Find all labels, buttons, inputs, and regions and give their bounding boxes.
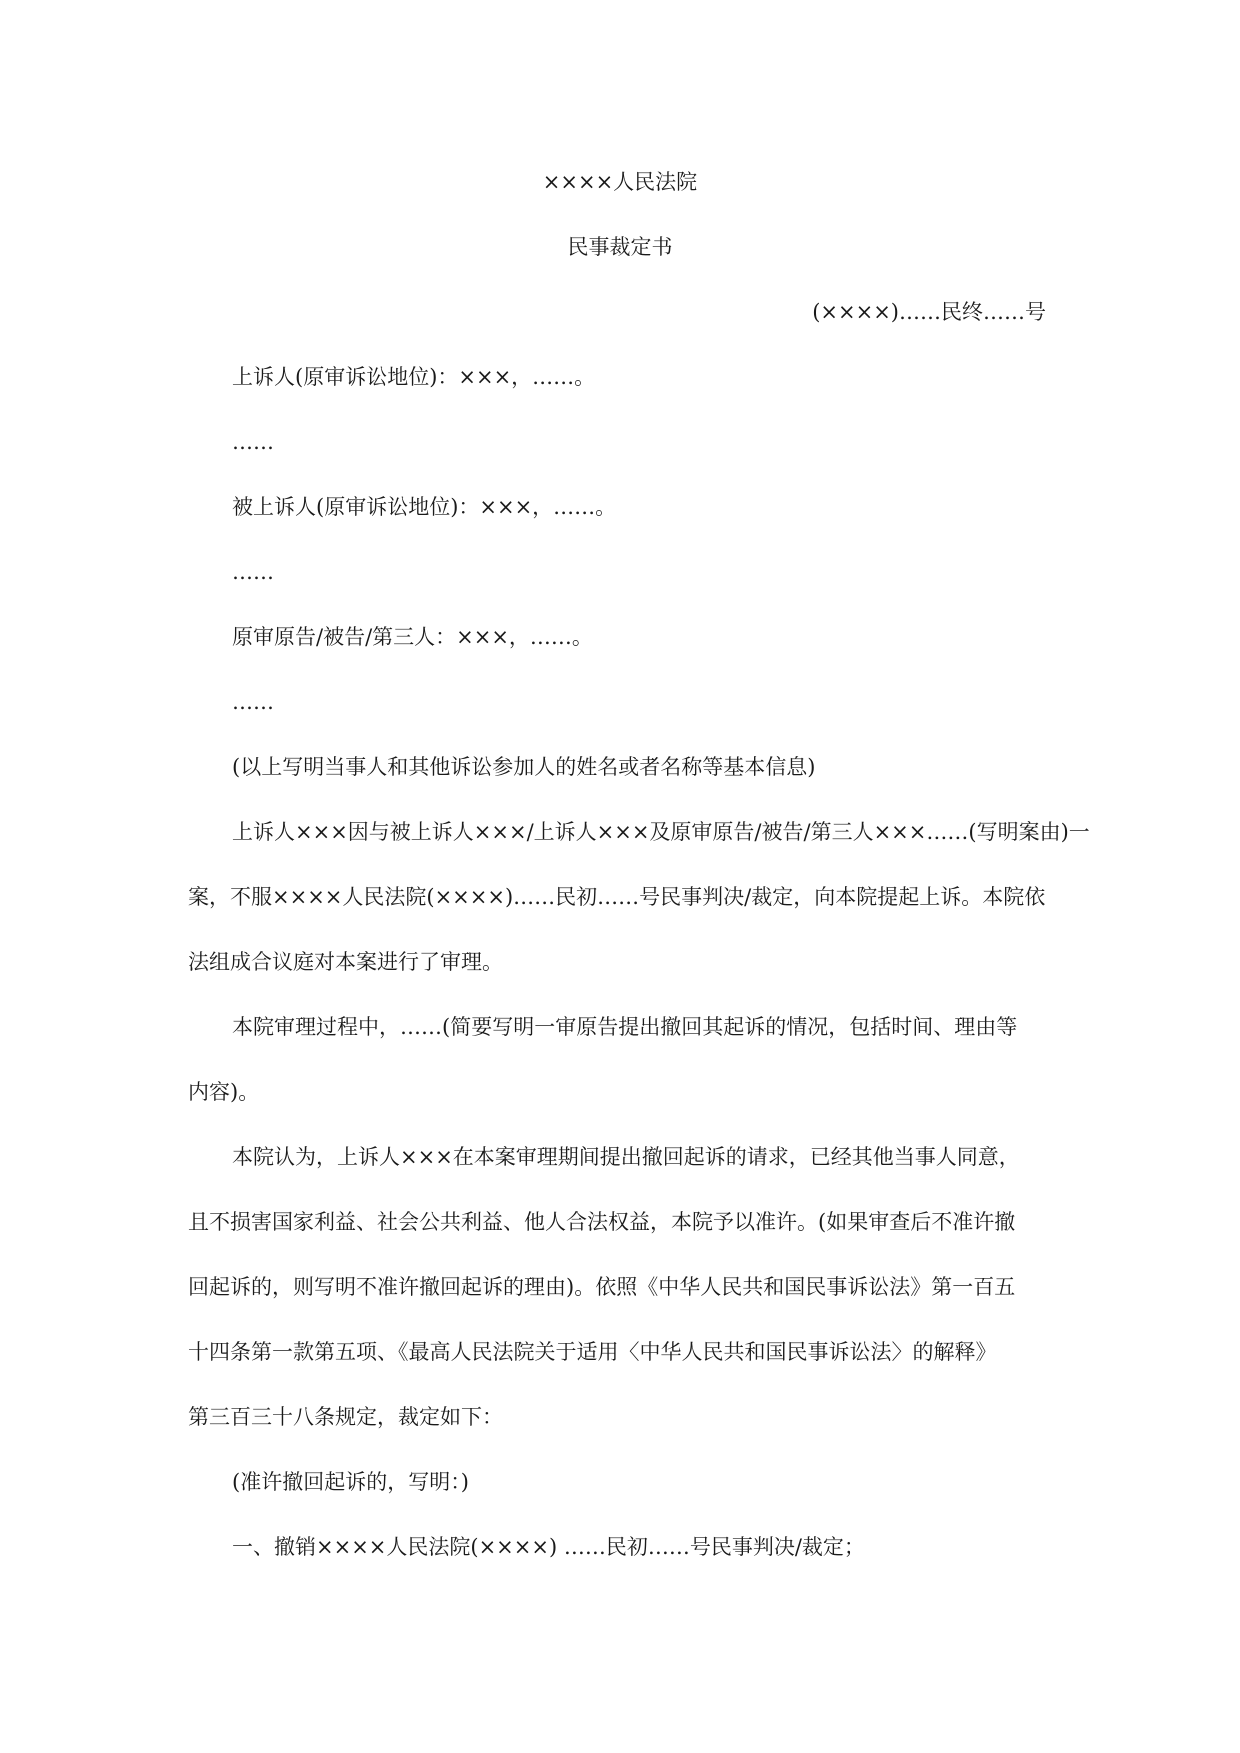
case-summary-line: 上诉人×××因与被上诉人×××/上诉人×××及原审原告/被告/第三人×××……(写明案由)一 <box>232 820 1090 844</box>
court-opinion-line: 第三百三十八条规定，裁定如下： <box>188 1405 503 1429</box>
court-opinion-line: 本院认为，上诉人×××在本案审理期间提出撤回起诉的请求，已经其他当事人同意， <box>232 1145 1020 1169</box>
case-summary-line: 法组成合议庭对本案进行了审理。 <box>188 950 503 974</box>
trial-process-line: 本院审理过程中，……(简要写明一审原告提出撤回其起诉的情况，包括时间、理由等 <box>232 1015 1018 1039</box>
ellipsis-line: …… <box>232 690 274 714</box>
original-party-line: 原审原告/被告/第三人：×××，……。 <box>232 625 593 649</box>
court-opinion-line: 且不损害国家利益、社会公共利益、他人合法权益，本院予以准许。(如果审查后不准许撤 <box>188 1210 1016 1234</box>
appellant-line: 上诉人(原审诉讼地位)：×××，……。 <box>232 365 596 389</box>
ellipsis-line: …… <box>232 560 274 584</box>
court-opinion-line: 回起诉的，则写明不准许撤回起诉的理由)。依照《中华人民共和国民事诉讼法》第一百五 <box>188 1275 1016 1299</box>
ruling-item: 一、撤销××××人民法院(××××) ……民初……号民事判决/裁定； <box>232 1535 865 1559</box>
document-title: 民事裁定书 <box>567 235 673 259</box>
court-opinion-line: 十四条第一款第五项、《最高人民法院关于适用〈中华人民共和国民事诉讼法〉的解释》 <box>188 1340 997 1364</box>
parties-note: (以上写明当事人和其他诉讼参加人的姓名或者名称等基本信息) <box>232 755 816 779</box>
case-summary-line: 案，不服××××人民法院(××××)……民初……号民事判决/裁定，向本院提起上诉。本院依 <box>188 885 1046 909</box>
appellee-line: 被上诉人(原审诉讼地位)：×××，……。 <box>232 495 617 519</box>
ruling-note: (准许撤回起诉的，写明：) <box>232 1470 469 1494</box>
ellipsis-line: …… <box>232 430 274 454</box>
court-name: ××××人民法院 <box>542 170 698 194</box>
trial-process-line: 内容)。 <box>188 1080 260 1104</box>
case-number: (××××)……民终……号 <box>812 300 1046 324</box>
